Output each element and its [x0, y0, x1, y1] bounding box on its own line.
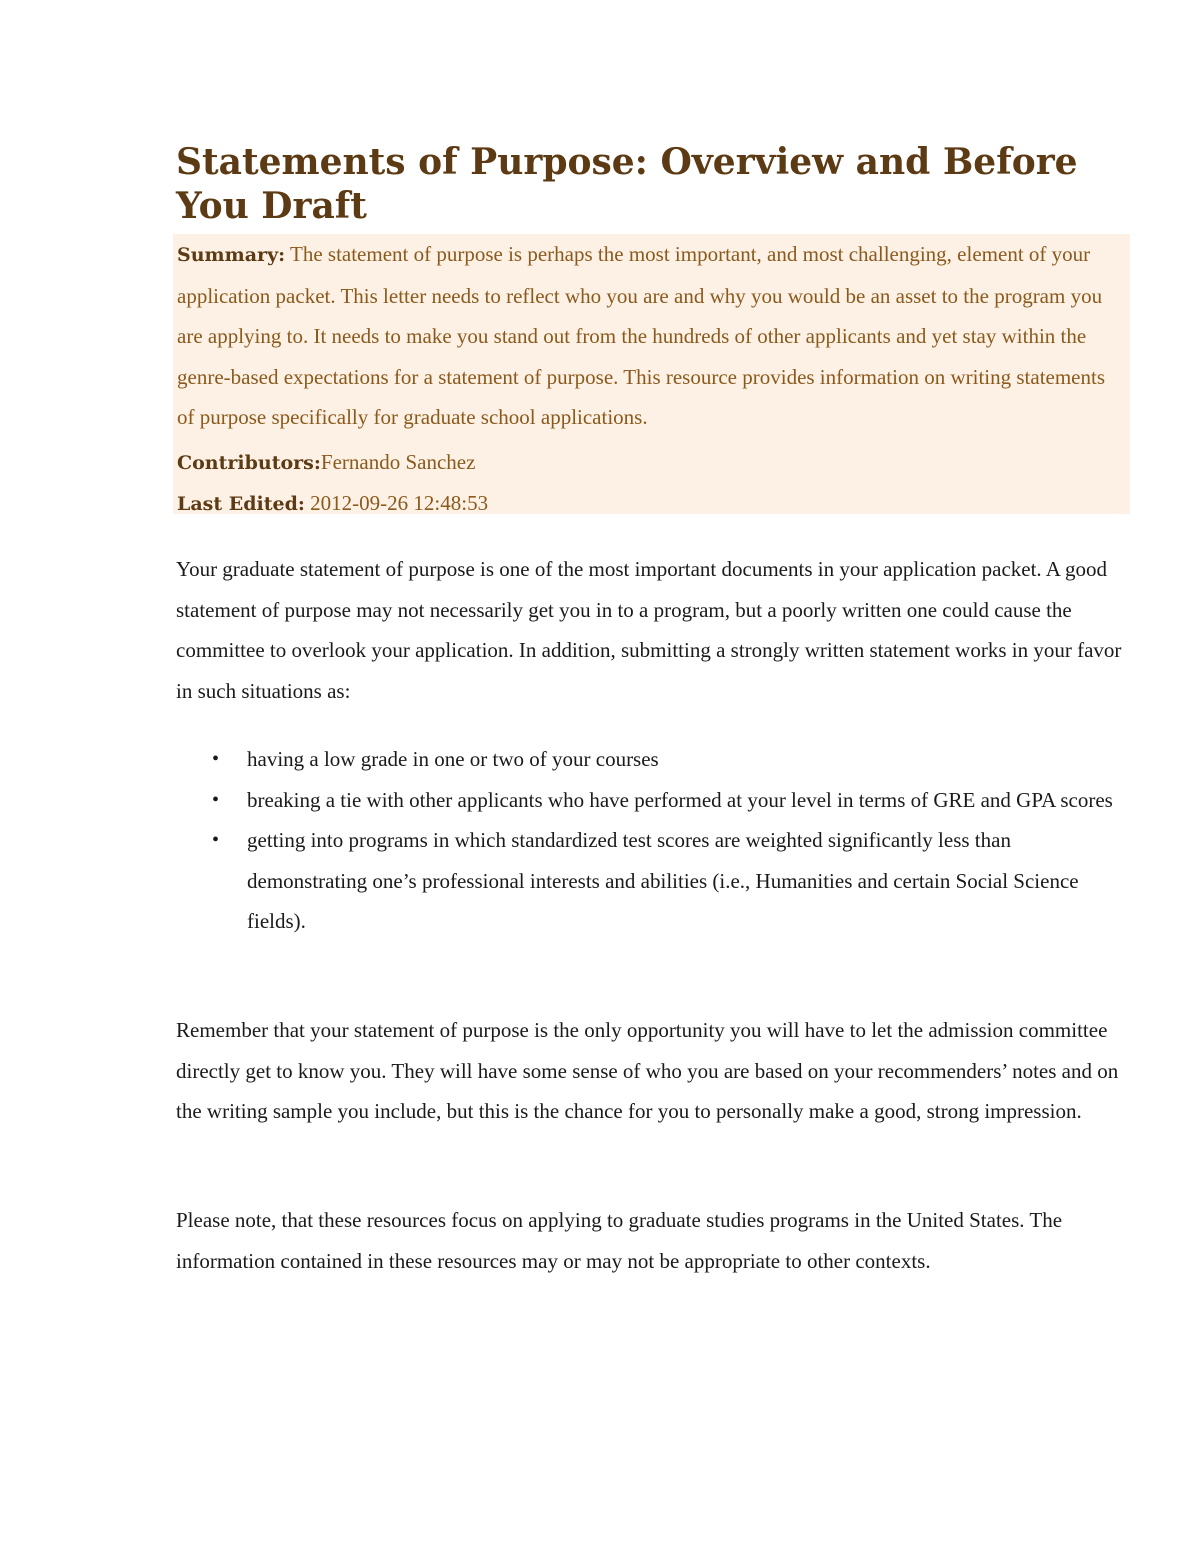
summary-paragraph [177, 234, 1126, 438]
bullet-icon: • [212, 748, 220, 770]
list-item-text: breaking a tie with other applicants who have performed at your level in terms of GRE and GPA scores [247, 787, 1113, 812]
bullet-icon: • [212, 788, 220, 811]
body-paragraph-1 [176, 549, 1132, 711]
summary-box [173, 234, 1130, 514]
contributors-label: Contributors: [177, 451, 321, 474]
paragraph-text: Your graduate statement of purpose is one of the most important documents in your application packet. A good statement of purpose may not necessarily get you in to a program, but a poorly written one could cause the committee to overlook your application. In addition, submitting a strongly written statement works in your favor in such situations as: [176, 557, 1122, 703]
summary-label: Summary: [177, 244, 286, 266]
contributors-value: Fernando Sanchez [320, 449, 476, 474]
summary-text: The statement of purpose is perhaps the most important, and most challenging, element of your application packet. This letter needs to reflect who you are and why you would be an asset to the program you are applying to. It needs to make you stand out from the hundreds of other applicants and yet stay within the genre-based expectations for a statement of purpose. This resource provides information on writing statements of purpose specifically for graduate school applications. [177, 242, 1106, 429]
list-item [176, 820, 1132, 942]
contributors-line [177, 442, 1126, 484]
bullet-icon: • [212, 829, 220, 851]
list-item-text: having a low grade in one or two of your courses [247, 747, 659, 771]
list-item-text: getting into programs in which standardized test scores are weighted significantly less than demonstrating one’s professional interests and abilities (i.e., Humanities and certain Social Science fields). [247, 828, 1079, 933]
body-paragraph-3 [176, 1200, 1132, 1281]
last-edited-label: Last Edited: [177, 493, 305, 515]
list-item [176, 780, 1132, 821]
last-edited-value: 2012-09-26 12:48:53 [304, 491, 489, 515]
page-title: Statements of Purpose: Overview and Before You Draft [176, 141, 1078, 227]
paragraph-text: Please note, that these resources focus on applying to graduate studies programs in the United States. The information contained in these resources may or may not be appropriate to other contexts. [176, 1208, 1063, 1273]
body-paragraph-2 [176, 1010, 1132, 1132]
last-edited-line [177, 483, 1126, 525]
list-item [176, 739, 1132, 780]
bullet-list [176, 739, 1132, 942]
paragraph-text: Remember that your statement of purpose is the only opportunity you will have to let the admission committee directly get to know you. They will have some sense of who you are based on your recommenders’ notes and on the writing sample you include, but this is the chance for you to personally make a good, strong impression. [176, 1018, 1119, 1123]
